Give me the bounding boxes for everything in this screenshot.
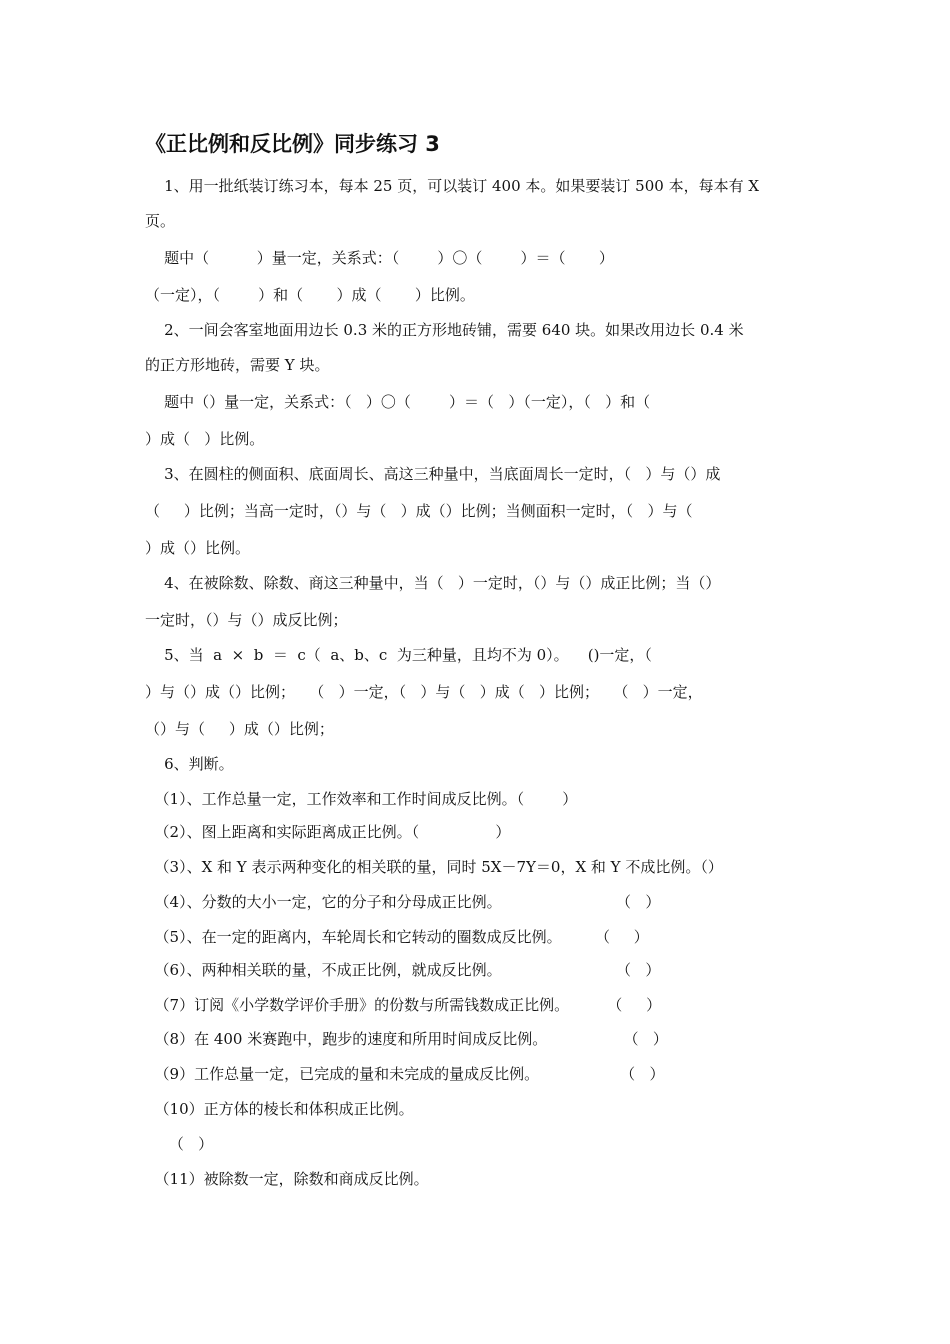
- q5-line-1: 5、当 a × b ＝ c（ a、b、c 为三种量，且均不为 0）。 ()一定，（: [145, 646, 652, 664]
- q3-line-3: ）成（）比例。: [145, 539, 251, 557]
- q2-fill-line-1: 题中（）量一定，关系式：（ ）〇（ ）＝（ ）（一定），（ ）和（: [145, 393, 651, 411]
- judge-item-11: （11）被除数一定，除数和商成反比例。: [145, 1170, 429, 1188]
- judge-item-4: （4）、分数的大小一定，它的分子和分母成正比例。 （ ）: [145, 893, 661, 911]
- q6-heading: 6、判断。: [145, 755, 234, 773]
- q2-line-1: 2、一间会客室地面用边长 0.3 米的正方形地砖铺，需要 640 块。如果改用边长 0.4 米: [145, 321, 744, 339]
- q4-line-2: 一定时，（）与（）成反比例；: [145, 611, 348, 629]
- q5-line-3: （）与（ ）成（）比例；: [145, 720, 334, 738]
- page-title: 《正比例和反比例》同步练习 3: [145, 132, 440, 156]
- judge-item-10-answer: （ ）: [145, 1135, 214, 1153]
- judge-item-8: （8）在 400 米赛跑中，跑步的速度和所用时间成反比例。 （ ）: [145, 1030, 668, 1048]
- judge-item-1: （1）、工作总量一定，工作效率和工作时间成反比例。（ ）: [145, 790, 578, 808]
- judge-item-9: （9）工作总量一定，已完成的量和未完成的量成反比例。 （ ）: [145, 1065, 665, 1083]
- q1-fill-line-1: 题中（ ）量一定，关系式：（ ）〇（ ）＝（ ）: [145, 249, 614, 267]
- q5-line-2: ）与（）成（）比例； （ ）一定，（ ）与（ ）成（ ）比例； （ ）一定，: [145, 683, 703, 701]
- q3-line-2: （ ）比例；当高一定时，（）与（ ）成（）比例；当侧面积一定时，（ ）与（: [145, 502, 693, 520]
- q4-line-1: 4、在被除数、除数、商这三种量中，当（ ）一定时，（）与（）成正比例；当（）: [145, 574, 721, 592]
- judge-item-6: （6）、两种相关联的量，不成正比例，就成反比例。 （ ）: [145, 961, 661, 979]
- judge-item-5: （5）、在一定的距离内，车轮周长和它转动的圈数成反比例。 （ ）: [145, 928, 649, 946]
- judge-item-10: （10）正方体的棱长和体积成正比例。: [145, 1100, 414, 1118]
- q1-fill-line-2: （一定），（ ）和（ ）成（ ）比例。: [145, 286, 475, 304]
- q2-fill-line-2: ）成（ ）比例。: [145, 430, 265, 448]
- judge-item-7: （7）订阅《小学数学评价手册》的份数与所需钱数成正比例。 （ ）: [145, 996, 662, 1014]
- q1-line-1: 1、用一批纸装订练习本，每本 25 页，可以装订 400 本。如果要装订 500 本，每本有 X: [145, 177, 760, 195]
- judge-item-3: （3）、X 和 Y 表示两种变化的相关联的量，同时 5X－7Y＝0，X 和 Y 不成比例。（）: [145, 858, 723, 876]
- q3-line-1: 3、在圆柱的侧面积、底面周长、高这三种量中，当底面周长一定时，（ ）与（）成: [145, 465, 721, 483]
- judge-item-2: （2）、图上距离和实际距离成正比例。（ ）: [145, 823, 511, 841]
- q1-line-2: 页。: [145, 212, 176, 230]
- q2-line-2: 的正方形地砖，需要 Y 块。: [145, 356, 330, 374]
